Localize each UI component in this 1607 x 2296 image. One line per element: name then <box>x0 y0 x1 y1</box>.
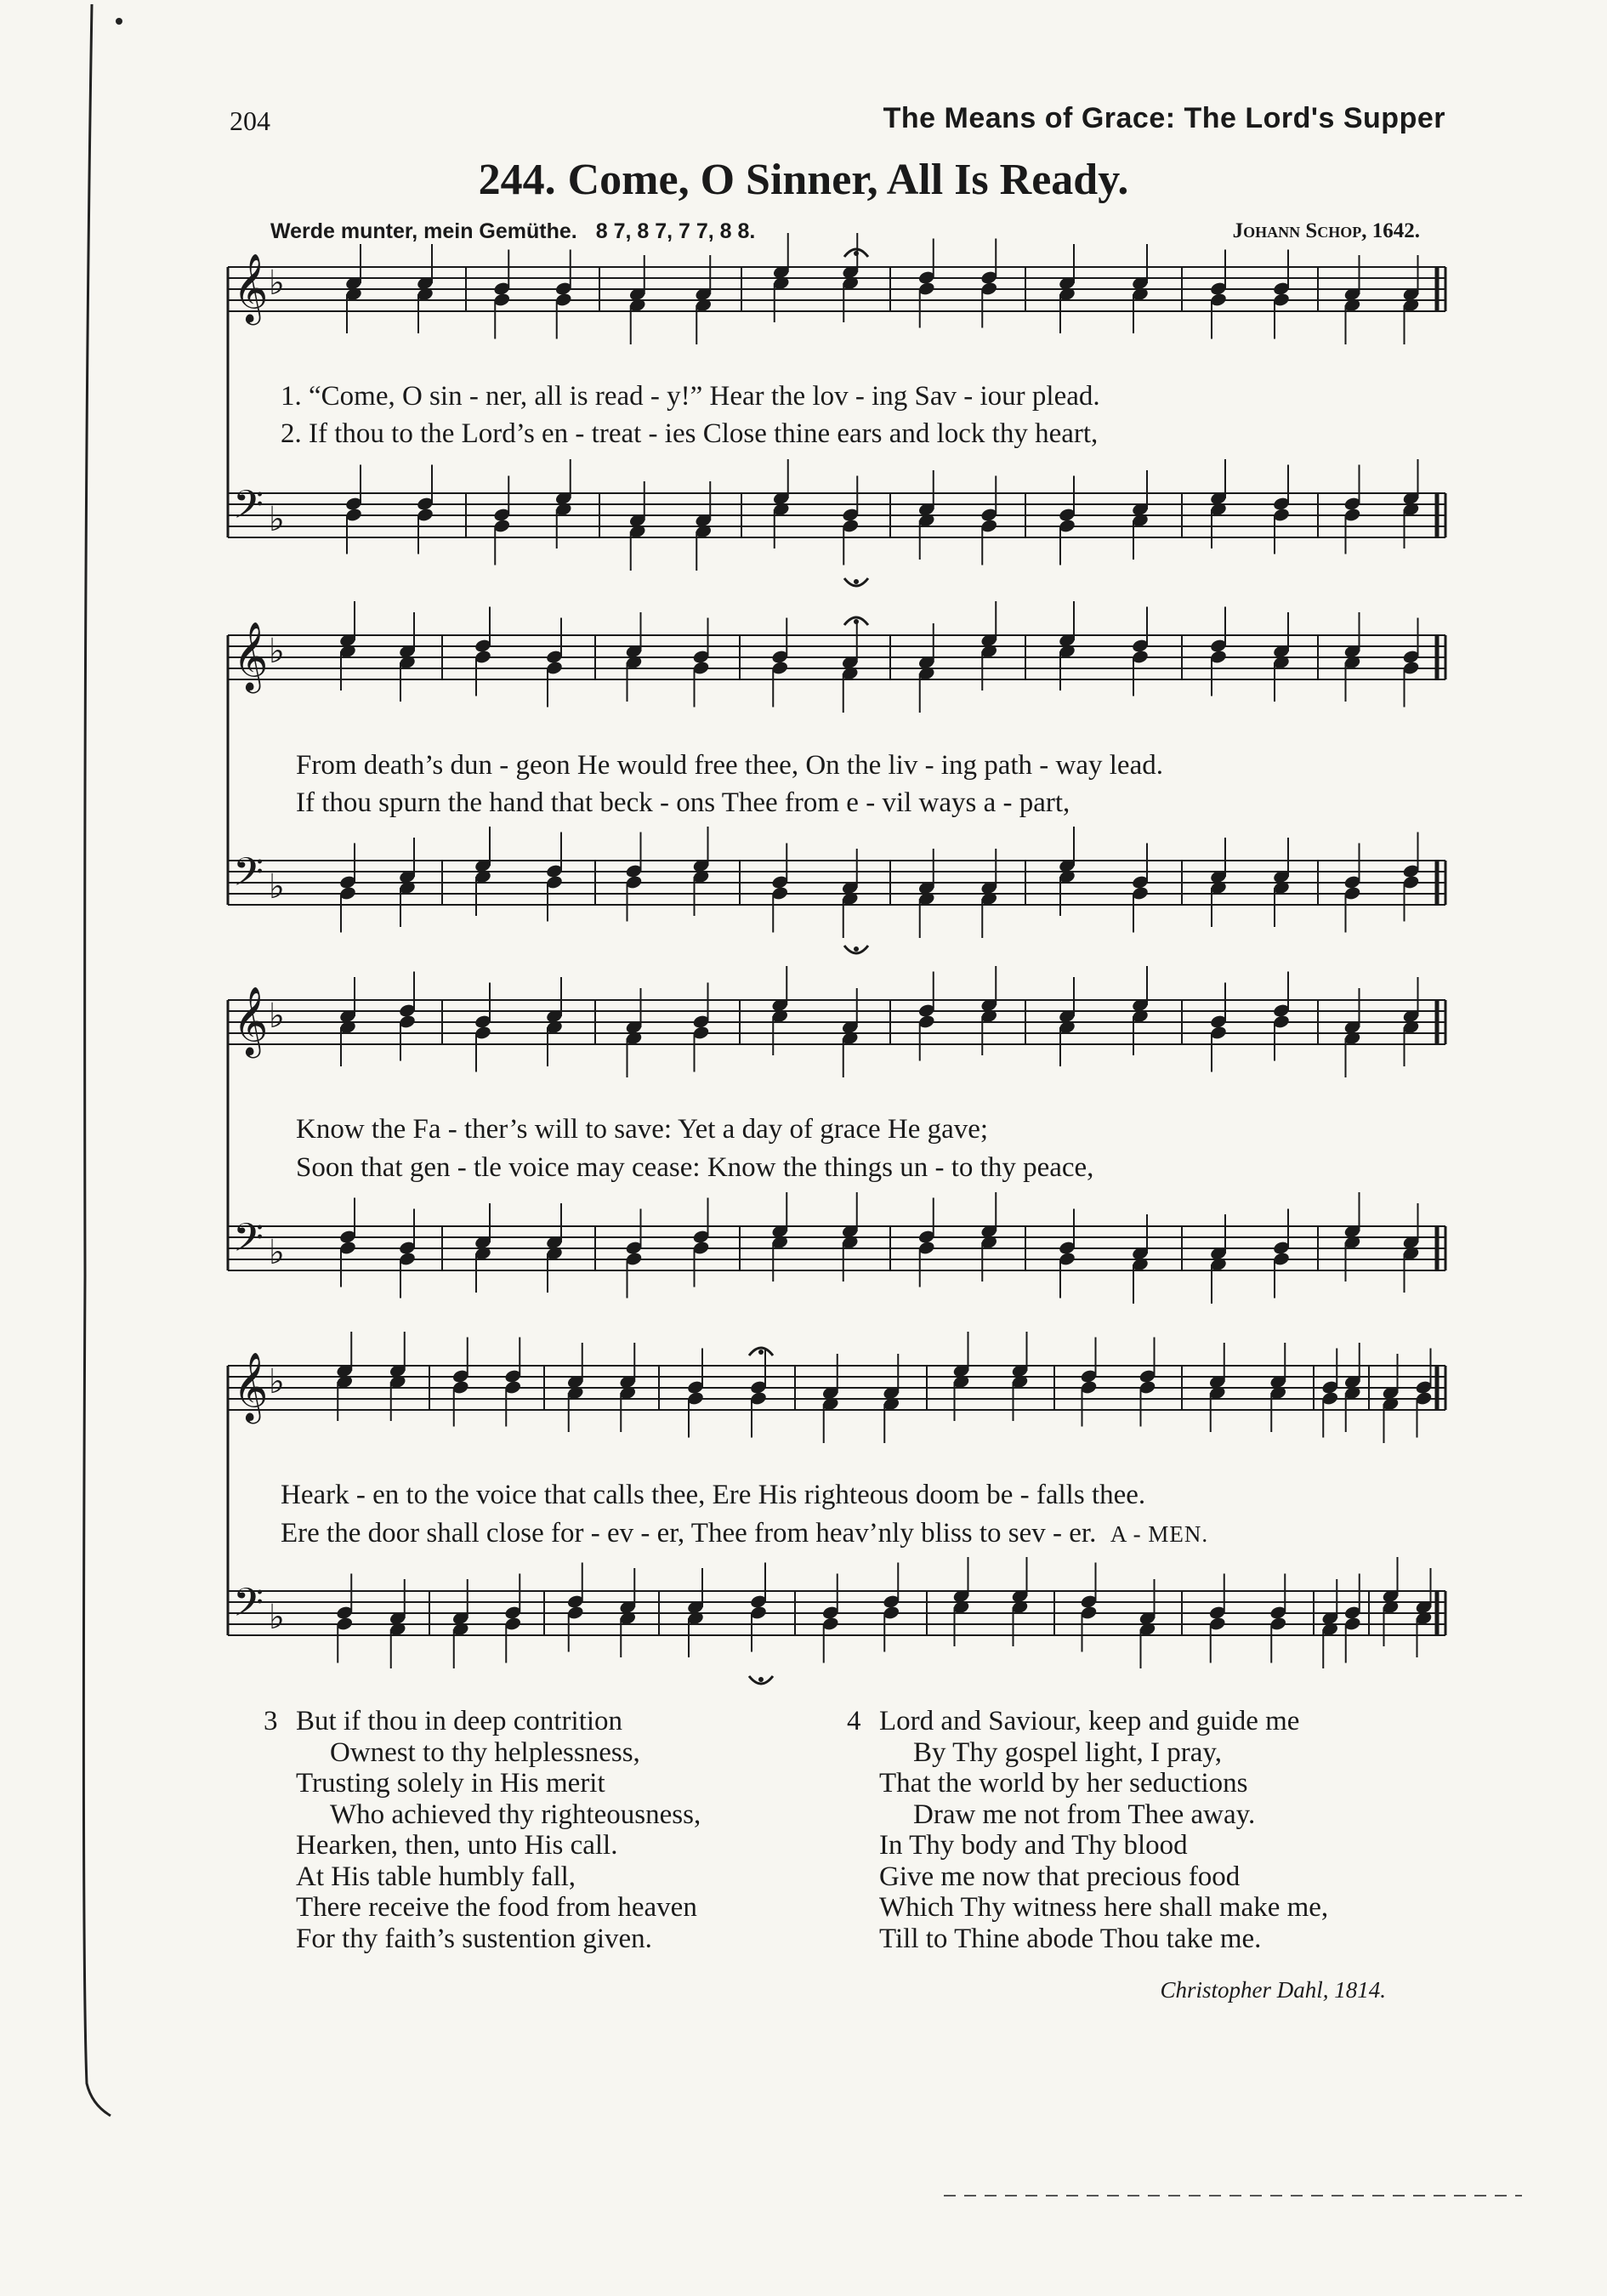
stanza-4-line: Till to Thine abode Thou take me. <box>879 1923 1262 1954</box>
stanza-4-line: Draw me not from Thee away. <box>913 1799 1256 1830</box>
hymn-number: 244. <box>478 156 556 204</box>
flat-key-icon: ♭ <box>269 500 285 539</box>
stanza-4-line: In Thy body and Thy blood <box>879 1830 1188 1861</box>
stanza-3-line: There receive the food from heaven <box>296 1892 697 1923</box>
page-number: 204 <box>230 105 270 136</box>
system-4-verse-1: Heark - en to the voice that calls thee, Ere His righteous doom be - falls thee. <box>281 1480 1146 1510</box>
stanza-4-line: That the world by her seductions <box>879 1768 1248 1799</box>
system-1-verse-1: 1. “Come, O sin - ner, all is read - y!” Hear the lov - ing Sav - iour plead. <box>281 381 1100 412</box>
hymn-title-text: Come, O Sinner, All Is Ready. <box>567 156 1129 204</box>
stanza-4 <box>847 1706 1329 1954</box>
system-4-verse-2 <box>281 1518 1208 1549</box>
meter: 8 7, 8 7, 7 7, 8 8. <box>595 219 756 243</box>
amen: A - MEN. <box>1110 1521 1209 1547</box>
fermata-icon <box>854 619 859 624</box>
stanza-3-line: For thy faith’s sustention given. <box>296 1923 652 1954</box>
system-2-verse-2: If thou spurn the hand that beck - ons Thee from e - vil ways a - part, <box>296 787 1070 818</box>
composer: Johann Schop, 1642. <box>1232 219 1420 242</box>
stanza-3-line: Hearken, then, unto His call. <box>296 1830 618 1861</box>
stanza-3 <box>264 1706 701 1954</box>
flat-key-icon: ♭ <box>269 1362 285 1401</box>
fermata-icon <box>854 251 859 256</box>
flat-key-icon: ♭ <box>269 632 285 671</box>
stanza-4-line: Lord and Saviour, keep and guide me <box>879 1706 1300 1736</box>
system-3-verse-2: Soon that gen - tle voice may cease: Know the things un - to thy peace, <box>296 1152 1094 1183</box>
system-3-verse-1: Know the Fa - ther’s will to save: Yet a day of grace He gave; <box>296 1114 989 1145</box>
stanza-3-number: 3 <box>264 1706 278 1736</box>
flat-key-icon: ♭ <box>269 867 285 906</box>
system-2-verse-1: From death’s dun - geon He would free thee, On the liv - ing path - way lead. <box>296 750 1163 781</box>
bass-clef-icon: 𝄢 <box>233 1580 264 1635</box>
bass-clef-icon: 𝄢 <box>233 482 264 537</box>
bass-clef-icon: 𝄢 <box>233 1215 264 1270</box>
stanza-3-line: Trusting solely in His merit <box>296 1768 605 1799</box>
bass-clef-icon: 𝄢 <box>233 850 264 905</box>
stanza-4-number: 4 <box>847 1706 861 1736</box>
author: Christopher Dahl, 1814. <box>1160 1977 1386 2003</box>
treble-clef-icon: 𝄞 <box>233 986 269 1055</box>
treble-clef-icon: 𝄞 <box>233 253 269 322</box>
stanza-3-line: Ownest to thy helplessness, <box>330 1736 640 1768</box>
fermata-icon <box>854 579 859 584</box>
flat-key-icon: ♭ <box>269 1598 285 1637</box>
fermata-icon <box>854 946 859 952</box>
stanza-4-line: Give me now that precious food <box>879 1861 1241 1892</box>
tune-name: Werde munter, mein Gemüthe. <box>270 219 577 243</box>
flat-key-icon: ♭ <box>269 1233 285 1272</box>
fermata-icon <box>758 1677 764 1682</box>
fermata-icon <box>758 1350 764 1355</box>
system-1-verse-2: 2. If thou to the Lord’s en - treat - ies Close thine ears and lock thy heart, <box>281 418 1099 449</box>
section-header: The Means of Grace: The Lord's Supper <box>883 102 1445 134</box>
stanza-4-line: Which Thy witness here shall make me, <box>879 1892 1329 1923</box>
stanza-4-line: By Thy gospel light, I pray, <box>913 1736 1222 1768</box>
stanza-3-line: But if thou in deep contrition <box>296 1706 623 1736</box>
treble-clef-icon: 𝄞 <box>233 621 269 691</box>
flat-key-icon: ♭ <box>269 264 285 303</box>
stanza-3-line: At His table humbly fall, <box>296 1861 576 1892</box>
stanza-3-line: Who achieved thy righteousness, <box>330 1799 701 1830</box>
system-4-verse-2-text: Ere the door shall close for - ev - er, Thee from heav’nly bliss to sev - er. <box>281 1518 1097 1549</box>
flat-key-icon: ♭ <box>269 997 285 1036</box>
treble-clef-icon: 𝄞 <box>233 1351 269 1421</box>
